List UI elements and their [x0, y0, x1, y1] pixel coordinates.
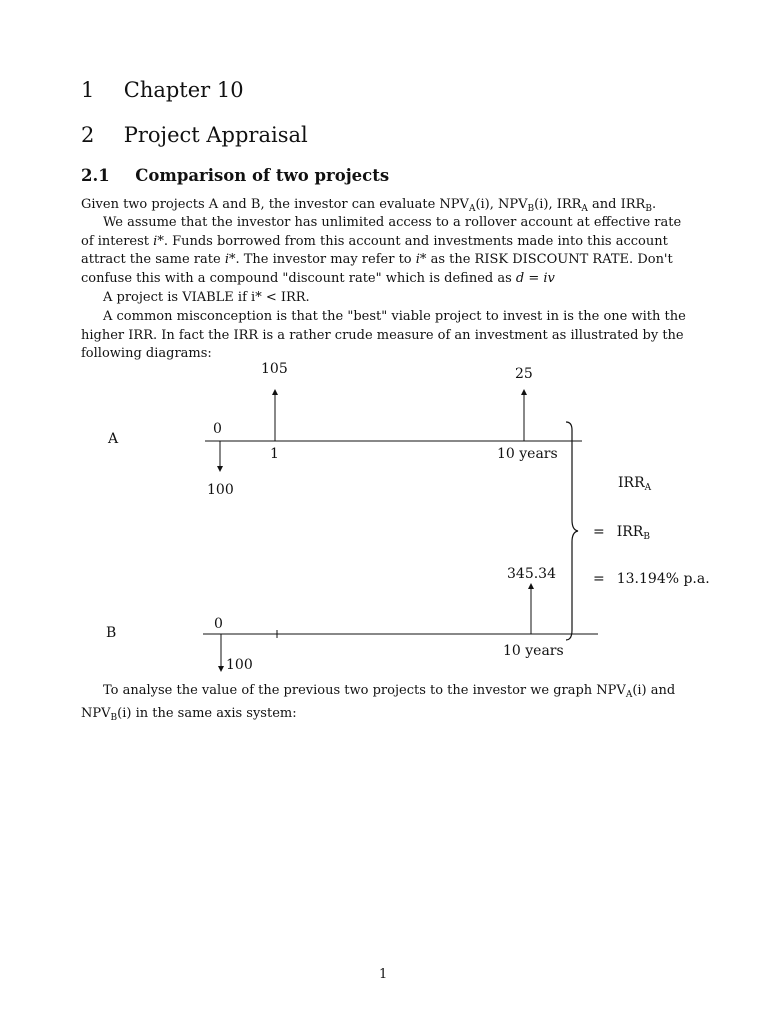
irr-a-label [618, 475, 651, 493]
chapter-title: Chapter 10 [123, 78, 244, 102]
equals-sign: = [593, 571, 605, 587]
math-viable-condition: i* < IRR. [251, 290, 310, 305]
curly-brace [566, 422, 578, 640]
subscript: A [625, 690, 633, 700]
subsection-title: Comparison of two projects [135, 166, 390, 185]
project-a-label: A [108, 431, 119, 447]
text-run: (i), IRR [534, 197, 582, 212]
project-a-time-0: 0 [213, 421, 222, 437]
text-run: as the RISK DISCOUNT RATE. Don't confuse this with a compound "discount rate" which is defined as [81, 252, 673, 286]
text-run: . The investor may refer to [235, 252, 416, 267]
irr-text: IRR [618, 475, 645, 491]
text-run: To analyse the value of the previous two projects to the investor we graph NPV [103, 683, 626, 698]
irr-text: IRR [616, 524, 644, 540]
math-i-star: i* [415, 252, 427, 267]
text-run: . Funds borrowed from this account and investments made into this account attract the same rate [81, 233, 668, 267]
project-b-inflow-345: 345.34 [507, 566, 556, 582]
math-i-star: i* [153, 233, 164, 249]
project-a-outflow-100: 100 [207, 482, 234, 498]
irr-b-equation [593, 524, 650, 542]
irr-subscript: A [644, 483, 652, 493]
subsection-number: 2.1 [81, 166, 110, 185]
text-run: (i) and NPV [81, 683, 676, 721]
project-b-label: B [106, 625, 117, 641]
irr-value: 13.194% p.a. [616, 571, 710, 587]
text-run: Given two projects A and B, the investor can evaluate NPV [81, 197, 469, 212]
paragraph-analyse [81, 682, 687, 727]
project-b-time-0: 0 [214, 616, 223, 632]
chapter-number: 1 [81, 78, 95, 102]
text-run: (i), NPV [475, 197, 528, 212]
equals-sign: = [593, 524, 605, 540]
section-number: 2 [81, 123, 95, 147]
text-run: . [651, 197, 657, 212]
project-b-end-label: 10 years [503, 643, 564, 659]
subscript: A [581, 204, 588, 214]
irr-value-equation [593, 571, 710, 587]
project-a-inflow-25: 25 [515, 366, 533, 382]
math-d-equation: d = iv [515, 270, 555, 286]
text-run: and IRR [587, 197, 646, 212]
project-a-time-1: 1 [270, 446, 279, 462]
irr-subscript: B [643, 532, 650, 542]
section-title: Project Appraisal [123, 123, 308, 147]
page-number: 1 [379, 967, 388, 982]
math-i-star: i* [224, 252, 236, 267]
text-run: We assume that the investor has unlimited access to a rollover account at effective rate of interest [81, 215, 682, 249]
project-b-outflow-100: 100 [226, 657, 253, 673]
text-run: (i) in the same axis system: [117, 705, 297, 721]
subscript: B [110, 712, 118, 723]
text-run: A project is VIABLE if [103, 290, 252, 305]
text-run: A common misconception is that the "best" viable project to invest in is the one with the higher IRR. In fact the IRR is a rather crude measure of an investment as illustrated by the following diagrams: [81, 309, 686, 361]
subscript: A [468, 204, 476, 214]
project-a-end-label: 10 years [497, 446, 558, 462]
project-a-inflow-105: 105 [261, 361, 288, 377]
subscript: B [645, 204, 652, 214]
subscript: B [527, 204, 535, 214]
